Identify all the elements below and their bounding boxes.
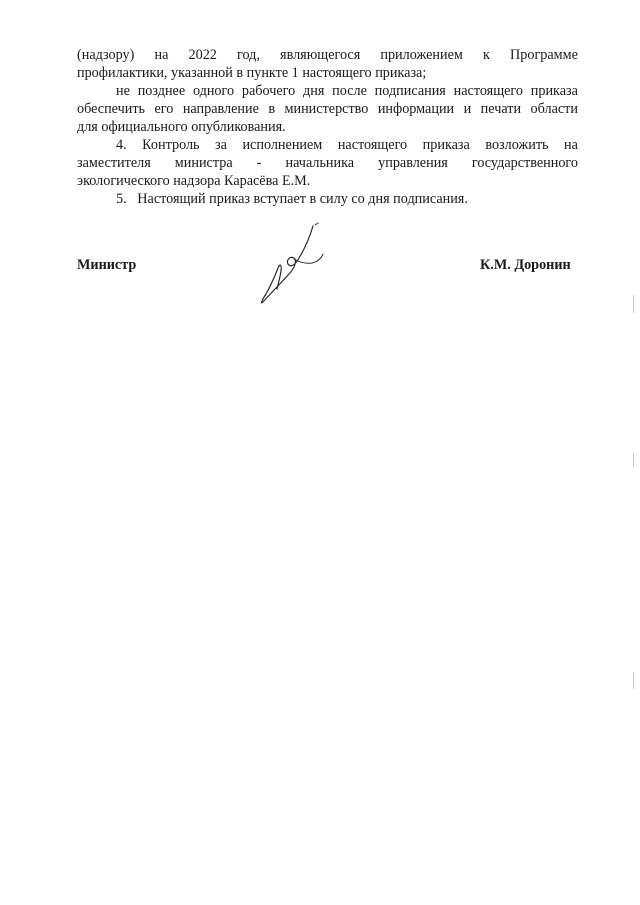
word: приказа [422, 137, 470, 153]
word: начальника [285, 155, 355, 171]
word: его [154, 101, 174, 117]
paragraph-2-line-1 [116, 82, 578, 100]
word: приложением [380, 47, 463, 63]
word: направление [182, 101, 259, 117]
paragraph-4-line-1: 5. Настоящий приказ вступает в силу со дня подписания. [116, 191, 468, 207]
word: подписания [374, 83, 446, 99]
word: рабочего [241, 83, 296, 99]
word: управления [378, 155, 448, 171]
paragraph-1-line-1 [77, 46, 578, 64]
word: Контроль [142, 137, 200, 153]
word: государственного [471, 155, 578, 171]
paragraph-2-line-2 [77, 100, 578, 118]
word: на [154, 47, 169, 63]
word: и [463, 101, 472, 117]
scan-speck [633, 295, 634, 313]
word: 2022 [188, 47, 217, 63]
scan-speck [633, 453, 634, 467]
word: год, [237, 47, 260, 63]
paragraph-2-line-3: для официального опубликования. [77, 119, 286, 135]
paragraph-3-line-2 [77, 154, 578, 172]
word: после [332, 83, 367, 99]
word: - [256, 155, 262, 171]
signatory-title: Министр [77, 257, 137, 273]
word: в [268, 101, 276, 117]
signatory-name: К.М. Доронин [480, 257, 571, 273]
word: одного [192, 83, 235, 99]
word: настоящего [453, 83, 523, 99]
word: являющегося [280, 47, 361, 63]
word: заместителя [77, 155, 151, 171]
word: за [215, 137, 227, 153]
word: печати [480, 101, 522, 117]
paragraph-1-line-2: профилактики, указанной в пункте 1 настоящего приказа; [77, 65, 427, 81]
scan-speck [633, 673, 634, 689]
word: 4. [116, 137, 127, 153]
word: (надзору) [77, 47, 135, 63]
word: возложить [485, 137, 549, 153]
paragraph-3-line-3: экологического надзора Карасёва Е.М. [77, 173, 311, 189]
paragraph-3-line-1 [116, 136, 578, 154]
word: настоящего [337, 137, 408, 153]
handwritten-signature-icon [255, 222, 335, 307]
word: информации [377, 101, 455, 117]
word: дня [303, 83, 325, 99]
word: на [564, 137, 578, 153]
word: исполнением [242, 137, 323, 153]
word: к [482, 47, 490, 63]
word: не [116, 83, 130, 99]
word: Программе [510, 47, 578, 63]
word: министра [174, 155, 233, 171]
word: позднее [137, 83, 186, 99]
word: министерство [284, 101, 369, 117]
word: области [530, 101, 578, 117]
word: обеспечить [77, 101, 146, 117]
word: приказа [530, 83, 578, 99]
